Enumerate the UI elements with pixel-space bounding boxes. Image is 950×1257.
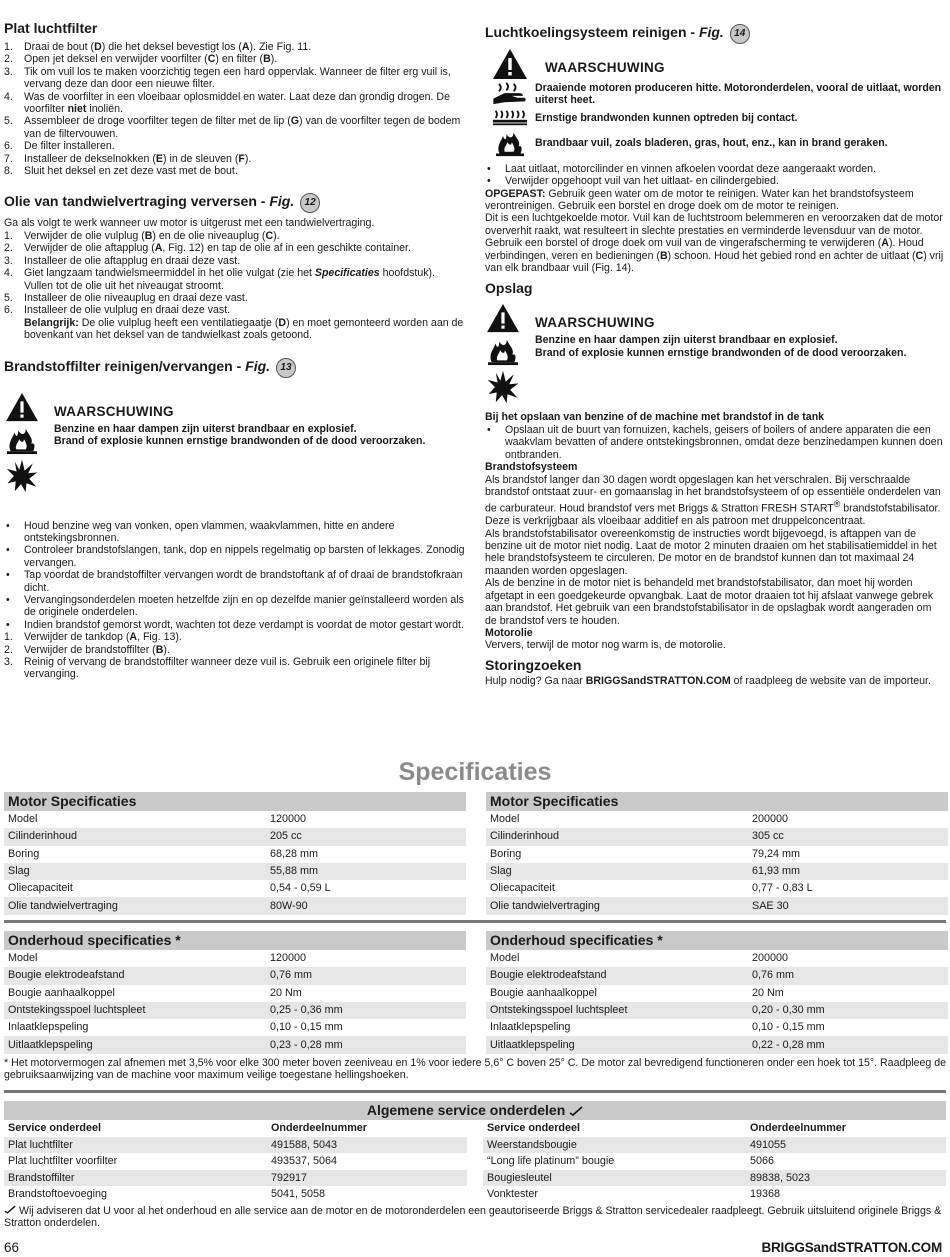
intro-text: Ga als volgt te werk wanneer uw motor is uitgerust met een tandwielvertraging. bbox=[4, 217, 375, 230]
service-parts-table-right bbox=[483, 1120, 946, 1203]
spec-label: Cilinderinhoud bbox=[486, 828, 748, 845]
spec-value: 120000 bbox=[270, 952, 307, 965]
step-number: 4. bbox=[4, 90, 13, 103]
table-row bbox=[483, 1170, 946, 1187]
step-text: Verwijder de olie vulplug (B) en de olie niveauplug (C). bbox=[24, 229, 280, 242]
step-item bbox=[4, 292, 466, 304]
step-item bbox=[4, 255, 466, 267]
list-item: • Houd benzine weg van vonken, open vlammen, waakvlammen, hitte en andere ontstekingsbronnen. bbox=[4, 520, 466, 545]
spec-label: Cilinderinhoud bbox=[4, 828, 266, 845]
list-item: • Verwijder opgehoopt vuil van het uitlaat- en cilindergebied. bbox=[485, 175, 945, 187]
fig-number-badge: 14 bbox=[730, 24, 750, 44]
step-item bbox=[4, 53, 466, 65]
warning-box bbox=[485, 48, 945, 157]
table-row bbox=[486, 846, 948, 863]
maintenance-specs-table-right bbox=[486, 931, 948, 1054]
table-row bbox=[4, 967, 466, 984]
step-text: Open jet deksel en verwijder voorfilter (C) en filter (B). bbox=[24, 53, 278, 66]
table-row bbox=[486, 1019, 948, 1036]
spec-value: 20 Nm bbox=[270, 986, 302, 999]
part-number: 5041, 5058 bbox=[271, 1188, 326, 1200]
step-text: Verwijder de tankdop (A, Fig. 13). bbox=[24, 631, 182, 644]
part-name: Vonktester bbox=[487, 1188, 539, 1200]
table-row bbox=[4, 1019, 466, 1036]
part-number: 19368 bbox=[750, 1188, 781, 1200]
hot-surface-hand-icon bbox=[485, 82, 535, 106]
step-number: 3. bbox=[4, 656, 13, 668]
spec-label: Oliecapaciteit bbox=[8, 882, 73, 895]
bullet-list bbox=[4, 520, 466, 632]
fire-icon bbox=[485, 129, 535, 157]
step-number: 5. bbox=[4, 291, 13, 304]
part-name: Bougiesleutel bbox=[483, 1170, 746, 1187]
step-item bbox=[4, 242, 466, 254]
spec-label: Ontstekingsspoel luchtspleet bbox=[486, 1002, 748, 1019]
steps-list bbox=[4, 41, 466, 177]
section-title-storingzoeken: Storingzoeken bbox=[485, 656, 582, 673]
fig-label: Fig. bbox=[698, 24, 724, 40]
step-text: Was de voorfilter in een vloeibaar oplosmiddel en water. Laat deze dan grondig drogen. De voorfilter niet inoliën. bbox=[24, 90, 450, 116]
step-number: 1. bbox=[4, 631, 13, 644]
step-number: 1. bbox=[4, 41, 13, 53]
warning-line: Brandbaar vuil, zoals bladeren, gras, hout, enz., kan in brand geraken. bbox=[535, 136, 888, 149]
step-text: Sluit het deksel en zet deze vast met de bout. bbox=[24, 165, 238, 178]
spec-label: Model bbox=[8, 952, 38, 965]
spec-label: Bougie elektrodeafstand bbox=[4, 967, 266, 984]
step-text: Installeer de olie vulplug en draai deze vast. Belangrijk: De olie vulplug heeft een ventilatiegaatje (D) en moet gemonteerd worden aan de bovenkant van het deksel van de tandwielkast zoals getoond. bbox=[24, 304, 464, 342]
warning-line: Draaiende motoren produceren hitte. Motoronderdelen, vooral de uitlaat, worden uiterst heet. bbox=[535, 82, 942, 107]
table-row bbox=[486, 967, 948, 984]
spec-label: Model bbox=[490, 813, 520, 826]
step-text: Giet langzaam tandwielsmeermiddel in het olie vulgat (zie het Specificaties hoofdstuk). Vullen tot de olie uit het niveaugat stroomt. bbox=[24, 267, 436, 292]
step-item bbox=[4, 656, 466, 681]
spec-value: 68,28 mm bbox=[270, 847, 319, 860]
warning-text bbox=[54, 392, 466, 494]
explosion-icon bbox=[4, 458, 40, 494]
table-row bbox=[483, 1186, 946, 1203]
warning-title: WAARSCHUWING bbox=[54, 403, 174, 419]
step-number: 2. bbox=[4, 643, 13, 656]
table-row bbox=[486, 1036, 948, 1053]
step-text: Verwijder de olie aftapplug (A, Fig. 12) en tap de olie af in een geschikte container. bbox=[24, 242, 411, 255]
spec-value: 0,76 mm bbox=[748, 967, 948, 984]
part-name: Weerstandsbougie bbox=[483, 1137, 746, 1154]
spec-label: Uitlaatklepspeling bbox=[486, 1036, 748, 1053]
table-row bbox=[4, 897, 466, 914]
step-item bbox=[4, 66, 466, 91]
right-column bbox=[485, 0, 945, 687]
warning-triangle-icon bbox=[485, 48, 535, 80]
table-header-row bbox=[4, 1120, 467, 1137]
step-text: Installeer de dekselnokken (E) in de sleuven (F). bbox=[24, 152, 252, 165]
spec-value: 80W-90 bbox=[266, 897, 466, 914]
list-item: • Opslaan uit de buurt van fornuizen, kachels, geisers of boilers of andere apparaten die een waakvlam bevatten of andere ontstekingsbronnen, omdat deze benzinedampen kunnen doen ontbranden. bbox=[485, 424, 945, 461]
spec-label: Slag bbox=[4, 863, 266, 880]
spec-label: Olie tandwielvertraging bbox=[4, 897, 266, 914]
hot-surface-icon bbox=[485, 109, 535, 127]
step-number: 1. bbox=[4, 229, 13, 242]
table-row bbox=[483, 1153, 946, 1170]
fig-label: Fig. bbox=[269, 193, 295, 210]
warning-line: Benzine en haar dampen zijn uiterst brandbaar en explosief. bbox=[535, 334, 838, 347]
section-title-plat-luchtfilter: Plat luchtfilter bbox=[4, 20, 98, 36]
spec-label: Slag bbox=[486, 863, 748, 880]
spec-value: 61,93 mm bbox=[748, 863, 948, 880]
step-text: Assembleer de droge voorfilter tegen de filter met de lip (G) van de voorfilter tegen de bodem van de filtervouwen. bbox=[24, 115, 461, 140]
spec-value: 305 cc bbox=[748, 828, 948, 845]
table-row bbox=[4, 880, 466, 897]
page-number: 66 bbox=[4, 1240, 20, 1255]
part-number: Onderdeelnummer bbox=[750, 1122, 846, 1134]
step-number: 7. bbox=[4, 152, 13, 165]
motor-specs-table-right bbox=[486, 792, 948, 915]
warning-row bbox=[485, 82, 945, 107]
subheading: Bij het opslaan van benzine of de machine met brandstof in de tank bbox=[485, 411, 825, 424]
section-title-text: Olie van tandwielvertraging verversen - bbox=[4, 193, 270, 210]
section-title-luchtkoeling bbox=[485, 24, 945, 44]
steps-list bbox=[4, 230, 466, 342]
step-number: 4. bbox=[4, 267, 13, 280]
spec-label: Inlaatklepspeling bbox=[490, 1021, 571, 1034]
step-item bbox=[4, 140, 466, 152]
spec-label: Boring bbox=[490, 847, 522, 860]
step-item bbox=[4, 644, 466, 656]
fire-icon bbox=[485, 336, 521, 366]
table-header: Motor Specificaties bbox=[486, 792, 948, 811]
part-number: 491055 bbox=[746, 1137, 946, 1154]
spec-value: 0,10 - 0,15 mm bbox=[752, 1021, 825, 1034]
part-number: 5066 bbox=[750, 1155, 775, 1167]
divider bbox=[4, 920, 946, 923]
table-row bbox=[4, 1153, 467, 1170]
part-name: Brandstoftoevoeging bbox=[8, 1188, 108, 1200]
paragraph: Gebruik een borstel of droge doek om vuil van de vingerafscherming te verwijderen (A). Houd verbindingen, veren en bedieningen (B) schoon. Houd het gebied rond en achter de uitlaat (C) vrij van elk brandbaar vuil (Fig. 14). bbox=[485, 237, 944, 275]
list-item: • Tap voordat de brandstoffilter vervangen wordt de brandstoftank af of draai de brandstofkraan dicht. bbox=[4, 569, 466, 594]
warning-box bbox=[485, 303, 945, 405]
spec-label: Bougie elektrodeafstand bbox=[486, 967, 748, 984]
spec-value: 200000 bbox=[752, 952, 789, 965]
table-row bbox=[4, 1036, 466, 1053]
spec-value: 55,88 mm bbox=[266, 863, 466, 880]
warning-line: Benzine en haar dampen zijn uiterst brandbaar en explosief. bbox=[54, 422, 357, 435]
paragraph: Hulp nodig? Ga naar BRIGGSandSTRATTON.COM of raadpleeg de website van de importeur. bbox=[485, 674, 931, 687]
step-item bbox=[4, 267, 466, 292]
step-item bbox=[4, 304, 466, 341]
section-title-brandstoffilter bbox=[4, 358, 466, 378]
part-name: Brandstoffilter bbox=[4, 1170, 267, 1187]
step-text: De filter installeren. bbox=[24, 140, 115, 153]
motor-specs-table-left bbox=[4, 792, 466, 915]
steps-list bbox=[4, 631, 466, 681]
part-number: 493537, 5064 bbox=[271, 1155, 338, 1167]
checkmark-icon bbox=[569, 1106, 583, 1116]
part-name: “Long life platinum” bougie bbox=[487, 1155, 615, 1167]
step-number: 5. bbox=[4, 115, 13, 128]
spec-value: 0,23 - 0,28 mm bbox=[266, 1036, 466, 1053]
spec-label: Bougie aanhaalkoppel bbox=[490, 986, 597, 999]
step-number: 6. bbox=[4, 140, 13, 153]
spec-value: 79,24 mm bbox=[752, 847, 801, 860]
warning-line: Brand of explosie kunnen ernstige brandwonden of de dood veroorzaken. bbox=[535, 346, 907, 359]
table-row bbox=[486, 880, 948, 897]
table-row bbox=[4, 1137, 467, 1154]
warning-title: WAARSCHUWING bbox=[535, 315, 655, 331]
table-row bbox=[486, 985, 948, 1002]
service-note bbox=[4, 1205, 946, 1230]
specs-footnote: * Het motorvermogen zal afnemen met 3,5% voor elke 300 meter boven zeeniveau en 1% voor iedere 5,6° C boven 25° C. De motor zal bevredigend functioneren onder een hoek tot 15°. Raadpleeg de gebruiksaanwijzing van de machine voor maximum veilige toegestane hellingshoeken. bbox=[4, 1057, 946, 1082]
explosion-icon bbox=[485, 369, 521, 405]
spec-value: 0,76 mm bbox=[266, 967, 466, 984]
table-row bbox=[486, 828, 948, 845]
spec-value: 0,20 - 0,30 mm bbox=[748, 1002, 948, 1019]
spec-label: Model bbox=[490, 952, 520, 965]
spec-value: 0,25 - 0,36 mm bbox=[266, 1002, 466, 1019]
service-note-text: Wij adviseren dat U voor al het onderhoud en alle service aan de motor en de motoronderdelen een geautoriseerde Briggs & Stratton servicedealer raadpleegt. Gebruik uitsluitend originele Briggs & Stratton onderdelen. bbox=[4, 1204, 942, 1229]
step-text: Draai de bout (D) die het deksel bevestigt los (A). Zie Fig. 11. bbox=[24, 41, 312, 53]
table-row bbox=[4, 846, 466, 863]
spec-value: 0,22 - 0,28 mm bbox=[748, 1036, 948, 1053]
spec-value: 200000 bbox=[752, 813, 789, 826]
step-number: 2. bbox=[4, 242, 13, 255]
warning-box bbox=[4, 392, 466, 494]
table-header: Onderhoud specificaties * bbox=[4, 931, 466, 950]
table-row bbox=[486, 863, 948, 880]
spec-label: Model bbox=[8, 813, 38, 826]
spec-label: Olie tandwielvertraging bbox=[486, 897, 748, 914]
brand-url: BRIGGSandSTRATTON.COM bbox=[761, 1240, 942, 1255]
paragraph: OPGEPAST: Gebruik geen water om de motor te reinigen. Water kan het brandstofsysteem verontreinigen. Gebruik een borstel en droge doek om de motor te reinigen. bbox=[485, 187, 914, 213]
spec-label: Ontstekingsspoel luchtspleet bbox=[4, 1002, 266, 1019]
step-item bbox=[4, 153, 466, 165]
step-item bbox=[4, 115, 466, 140]
table-header: Onderhoud specificaties * bbox=[486, 931, 948, 950]
step-item bbox=[4, 230, 466, 242]
step-text: Verwijder de brandstoffilter (B). bbox=[24, 643, 170, 656]
spec-label: Bougie aanhaalkoppel bbox=[8, 986, 115, 999]
service-parts bbox=[4, 1101, 946, 1229]
warning-text bbox=[535, 303, 945, 405]
maintenance-specs-table-left bbox=[4, 931, 466, 1054]
paragraph: Dit is een luchtgekoelde motor. Vuil kan de luchtstroom belemmeren en veroorzaken dat de motor oververhit raakt, wat resulteert in slechte prestaties en verminderde levensduur van de motor. bbox=[485, 212, 943, 237]
spec-value: 0,77 - 0,83 L bbox=[752, 882, 813, 895]
table-row bbox=[4, 863, 466, 880]
table-row bbox=[4, 1170, 467, 1187]
step-text: Installeer de olie aftapplug en draai deze vast. bbox=[24, 254, 241, 267]
step-text: Reinig of vervang de brandstoffilter wanneer deze vuil is. Gebruik een originele filter bij vervanging. bbox=[24, 656, 431, 681]
spec-label: Oliecapaciteit bbox=[490, 882, 555, 895]
service-parts-grid bbox=[4, 1120, 946, 1203]
service-parts-header bbox=[4, 1101, 946, 1120]
list-item: • Controleer brandstofslangen, tank, dop en nippels regelmatig op barsten of lekkages. Zonodig vervangen. bbox=[4, 544, 466, 569]
warning-row bbox=[485, 129, 945, 157]
table-row bbox=[4, 985, 466, 1002]
warning-line: Ernstige brandwonden kunnen optreden bij contact. bbox=[535, 111, 798, 124]
spec-label: Inlaatklepspeling bbox=[8, 1021, 89, 1034]
paragraph: Als de benzine in de motor niet is behandeld met brandstofstabilisator, dan moet hij worden afgetapt in een goedgekeurde opvangbak. Laat de motor draaien tot hij afslaat vanwege gebrek aan brandstof. Het gebruik van een brandstofstabilisator in de opslagbak wordt aangeraden om de brandstof vers te houden. bbox=[485, 577, 934, 627]
step-number: 2. bbox=[4, 53, 13, 66]
fig-number-badge: 12 bbox=[300, 193, 320, 213]
step-number: 3. bbox=[4, 65, 13, 78]
table-row bbox=[4, 811, 466, 828]
list-item: • Indien brandstof gemorst wordt, wachten tot deze verdampt is voordat de motor gestart wordt. bbox=[4, 619, 466, 631]
fig-number-badge: 13 bbox=[276, 358, 296, 378]
spec-value: 120000 bbox=[270, 813, 307, 826]
warning-triangle-icon bbox=[485, 303, 521, 333]
part-number: 89838, 5023 bbox=[746, 1170, 946, 1187]
spec-label: Uitlaatklepspeling bbox=[4, 1036, 266, 1053]
warning-row bbox=[485, 48, 945, 80]
specs-title: Specificaties bbox=[398, 758, 552, 786]
table-row bbox=[4, 828, 466, 845]
step-item bbox=[4, 165, 466, 177]
list-item: • Laat uitlaat, motorcilinder en vinnen afkoelen voordat deze aangeraakt worden. bbox=[485, 163, 945, 175]
part-number: 491588, 5043 bbox=[267, 1137, 467, 1154]
step-text: Tik om vuil los te maken voorzichtig tegen een hard oppervlak. Wanneer de filter erg vuil is, vervang deze dan door een nieuwe filter. bbox=[24, 65, 451, 91]
service-parts-table-left bbox=[4, 1120, 467, 1203]
step-item bbox=[4, 631, 466, 643]
part-number: 792917 bbox=[267, 1170, 467, 1187]
warning-icons bbox=[485, 303, 535, 405]
subheading: Brandstofsysteem bbox=[485, 461, 578, 474]
table-header-row bbox=[483, 1120, 946, 1137]
table-row bbox=[486, 1002, 948, 1019]
section-title-text: Brandstoffilter reinigen/vervangen - bbox=[4, 357, 246, 374]
spec-label: Boring bbox=[8, 847, 40, 860]
bullet-list bbox=[485, 424, 945, 461]
spec-value: 0,54 - 0,59 L bbox=[270, 882, 331, 895]
warning-row bbox=[485, 109, 945, 127]
table-row bbox=[4, 1002, 466, 1019]
paragraph: Ververs, terwijl de motor nog warm is, de motorolie. bbox=[485, 639, 726, 652]
left-column bbox=[4, 0, 466, 681]
section-title-olie-tandwiel bbox=[4, 193, 466, 213]
subheading: Motorolie bbox=[485, 626, 533, 639]
table-row bbox=[486, 811, 948, 828]
warning-title: WAARSCHUWING bbox=[545, 59, 665, 75]
fig-label: Fig. bbox=[245, 357, 271, 374]
warning-triangle-icon bbox=[4, 392, 40, 422]
part-name: Plat luchtfilter bbox=[4, 1137, 267, 1154]
bullet-list bbox=[485, 163, 945, 188]
section-title-opslag: Opslag bbox=[485, 280, 533, 297]
step-number: 3. bbox=[4, 254, 13, 267]
part-name: Service onderdeel bbox=[487, 1122, 581, 1134]
spec-value: 205 cc bbox=[266, 828, 466, 845]
checkmark-icon bbox=[4, 1205, 16, 1214]
paragraph: Als brandstofstabilisator overeenkomstig de instructies wordt bijgevoegd, is aftappen van de benzine uit de motor niet nodig. Laat de motor 2 minuten draaien om het stabilisatiemiddel in het hele brandstofsysteem te circuleren. De motor en de brandstof kunnen dan tot maximaal 24 maanden worden opgeslagen. bbox=[485, 527, 937, 577]
service-parts-title: Algemene service onderdelen bbox=[366, 1102, 566, 1118]
spec-value: SAE 30 bbox=[748, 897, 948, 914]
table-row bbox=[483, 1137, 946, 1154]
warning-line: Brand of explosie kunnen ernstige brandwonden of de dood veroorzaken. bbox=[54, 434, 426, 447]
table-row bbox=[486, 897, 948, 914]
spec-value: 20 Nm bbox=[752, 986, 784, 999]
part-name: Plat luchtfilter voorfilter bbox=[8, 1155, 118, 1167]
step-item bbox=[4, 91, 466, 116]
step-number: 6. bbox=[4, 304, 13, 317]
table-row bbox=[4, 1186, 467, 1203]
section-title-text: Luchtkoelingsysteem reinigen - bbox=[485, 24, 699, 40]
paragraph: Als brandstof langer dan 30 dagen wordt opgeslagen kan het verschralen. Bij verschraalde brandstof ontstaat zuur- en gomaanslag in het brandstofsysteem of op essentiële onderdelen van de carburateur. Houd brandstof vers met Briggs & Stratton FRESH START® brandstofstabilisator. Deze is verkrijgbaar als vloeibaar additief en als patroon met druppelconcentraat. bbox=[485, 473, 941, 528]
step-number: 8. bbox=[4, 165, 13, 178]
fire-icon bbox=[4, 425, 40, 455]
divider bbox=[4, 1090, 946, 1093]
table-row bbox=[4, 950, 466, 967]
table-row bbox=[486, 950, 948, 967]
warning-icons bbox=[4, 392, 54, 494]
table-header: Motor Specificaties bbox=[4, 792, 466, 811]
step-text: Installeer de olie niveauplug en draai deze vast. bbox=[24, 291, 248, 304]
part-number: Onderdeelnummer bbox=[271, 1122, 367, 1134]
spec-value: 0,10 - 0,15 mm bbox=[270, 1021, 343, 1034]
part-name: Service onderdeel bbox=[8, 1122, 102, 1134]
list-item: • Vervangingsonderdelen moeten hetzelfde zijn en op dezelfde manier geïnstalleerd worden als de originele onderdelen. bbox=[4, 594, 466, 619]
step-item bbox=[4, 41, 466, 53]
